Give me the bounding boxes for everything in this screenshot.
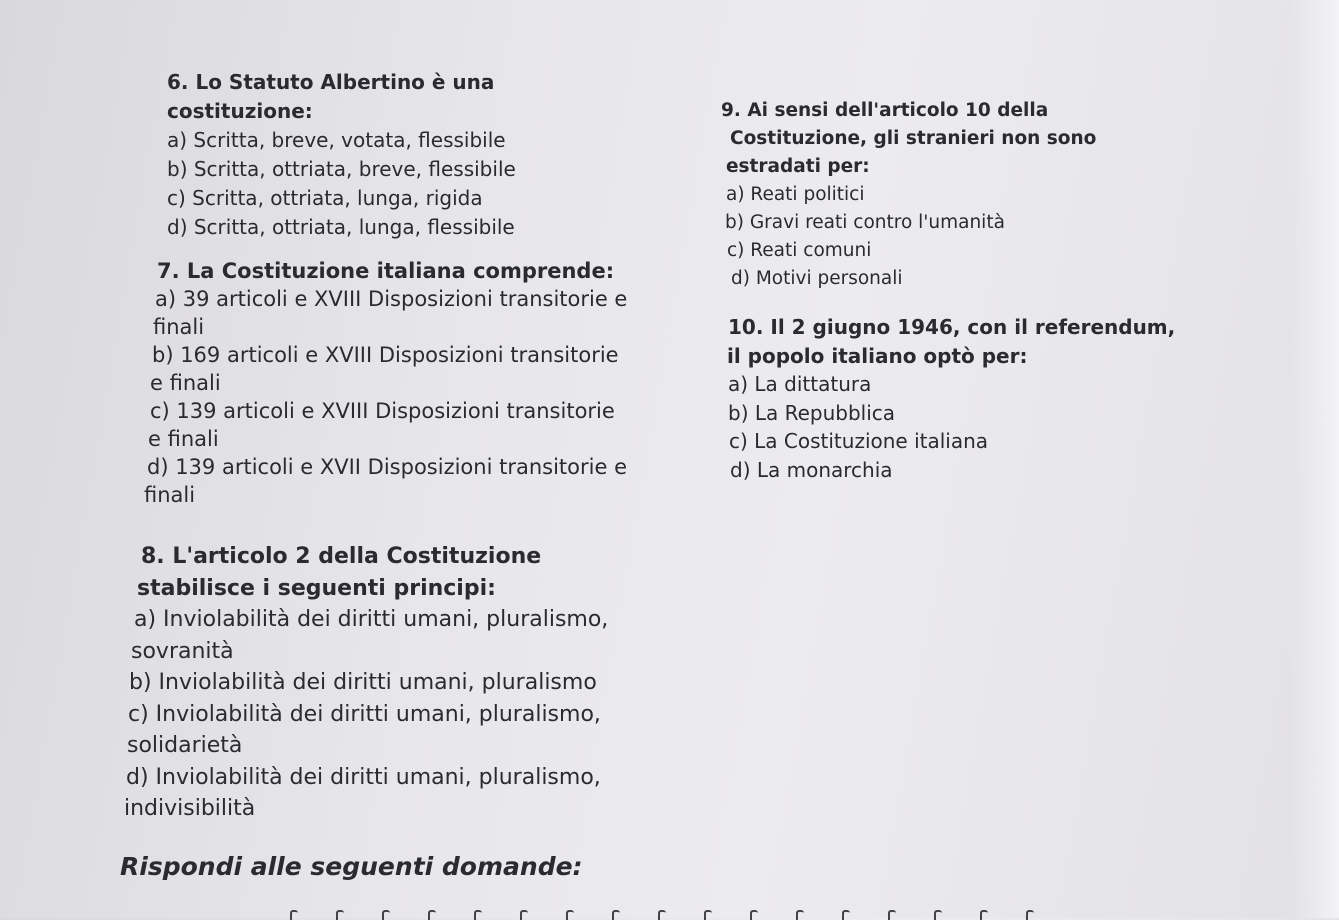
- question-8: [122, 541, 608, 825]
- question-9-title: estradati per:: [726, 156, 870, 177]
- question-9: [720, 97, 1096, 293]
- question-7-option-a-cont: finali: [153, 315, 205, 339]
- question-6-title: 6. Lo Statuto Albertino è una: [167, 70, 495, 94]
- question-7-option-c: c) 139 articoli e XVIII Disposizioni transitorie: [150, 399, 615, 423]
- question-7-option-b: b) 169 articoli e XVIII Disposizioni transitorie: [152, 343, 619, 367]
- question-8-option-d: d) Inviolabilità dei diritti umani, pluralismo,: [126, 764, 601, 790]
- question-7-option-b-cont: e finali: [150, 371, 221, 395]
- question-10-title: 10. Il 2 giugno 1946, con il referendum,: [728, 315, 1176, 339]
- question-9-option-c: c) Reati comuni: [727, 240, 872, 261]
- question-8-option-b: b) Inviolabilità dei diritti umani, pluralismo: [129, 670, 597, 695]
- question-10-title: il popolo italiano optò per:: [727, 343, 1028, 368]
- question-9-option-d: d) Motivi personali: [731, 268, 903, 289]
- question-8-option-a: a) Inviolabilità dei diritti umani, pluralismo,: [134, 607, 609, 632]
- question-6-option-c: c) Scritta, ottriata, lunga, rigida: [167, 186, 483, 210]
- question-7-option-d: d) 139 articoli e XVII Disposizioni transitorie e: [147, 455, 627, 479]
- question-8-option-c-cont: solidarietà: [127, 733, 243, 758]
- question-7-option-d-cont: finali: [144, 483, 196, 507]
- question-10-option-b: b) La Repubblica: [728, 400, 896, 425]
- question-8-option-d-cont: indivisibilità: [124, 796, 256, 821]
- question-9-option-a: a) Reati politici: [726, 184, 865, 205]
- question-6-option-a: a) Scritta, breve, votata, flessibile: [167, 128, 506, 152]
- question-10: [723, 313, 1175, 484]
- question-7-option-c-cont: e finali: [148, 427, 219, 451]
- question-6-option-d: d) Scritta, ottriata, lunga, flessibile: [167, 215, 515, 239]
- question-8-option-a-cont: sovranità: [131, 638, 234, 664]
- question-10-option-c: c) La Costituzione italiana: [729, 429, 989, 453]
- question-8-title: stabilisce i seguenti principi:: [137, 575, 496, 601]
- question-10-option-a: a) La dittatura: [728, 372, 872, 396]
- question-9-title: Costituzione, gli stranieri non sono: [730, 128, 1097, 149]
- question-6: [167, 68, 516, 242]
- question-6-option-b: b) Scritta, ottriata, breve, flessibile: [167, 157, 516, 181]
- question-7-title: 7. La Costituzione italiana comprende:: [157, 259, 615, 283]
- question-9-title: 9. Ai sensi dell'articolo 10 della: [721, 100, 1049, 121]
- question-7: [144, 257, 628, 509]
- question-8-option-c: c) Inviolabilità dei diritti umani, pluralismo,: [128, 701, 601, 727]
- question-10-option-d: d) La monarchia: [730, 457, 893, 482]
- question-8-title: 8. L'articolo 2 della Costituzione: [141, 544, 542, 569]
- paper-edge: [1291, 0, 1339, 918]
- question-7-option-a: a) 39 articoli e XVIII Disposizioni transitorie e: [155, 287, 628, 311]
- question-9-option-b: b) Gravi reati contro l'umanità: [725, 212, 1005, 233]
- section-heading: Rispondi alle seguenti domande:: [120, 852, 583, 881]
- question-6-title: costituzione:: [167, 99, 313, 123]
